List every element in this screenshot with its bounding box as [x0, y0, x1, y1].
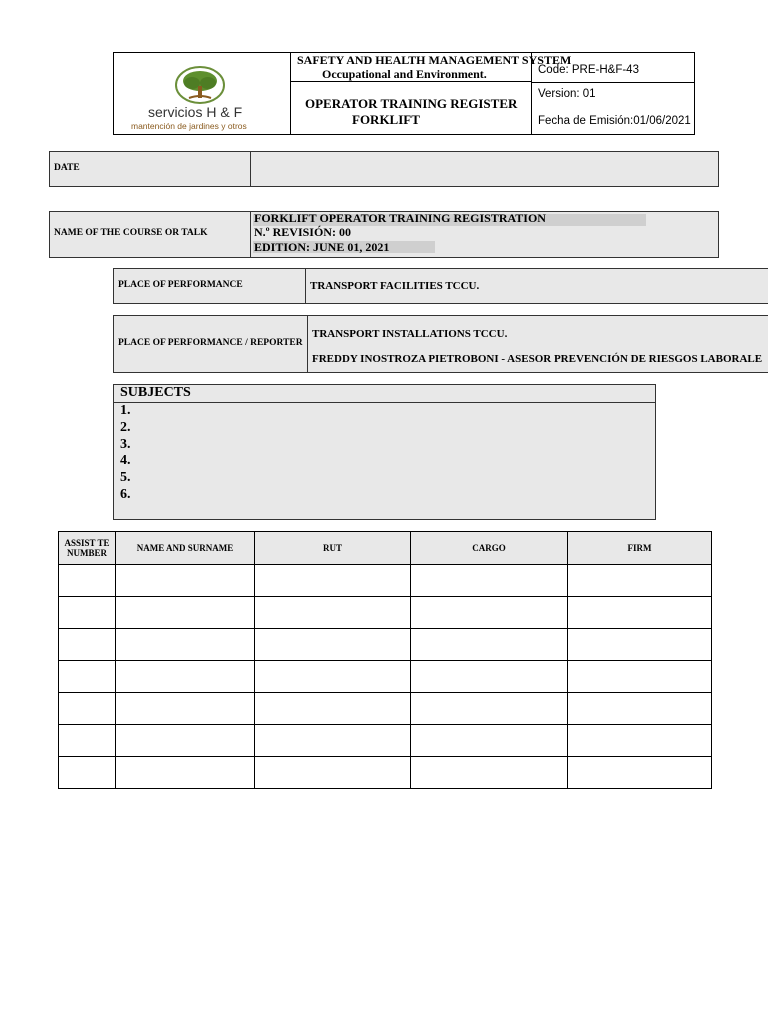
place-label: PLACE OF PERFORMANCE — [118, 280, 243, 290]
assistant-number-cell[interactable] — [59, 661, 116, 693]
firm-cell[interactable] — [568, 661, 712, 693]
assistant-number-cell[interactable] — [59, 725, 116, 757]
table-row — [59, 725, 712, 757]
name-cell[interactable] — [116, 597, 255, 629]
col-header-rut: RUT — [255, 532, 411, 565]
course-edition[interactable]: EDITION: JUNE 01, 2021 — [254, 240, 390, 254]
rut-cell[interactable] — [255, 757, 411, 789]
reporter-place-field[interactable]: TRANSPORT INSTALLATIONS TCCU. — [312, 328, 508, 340]
col-header-name: NAME AND SURNAME — [116, 532, 255, 565]
system-title: SAFETY AND HEALTH MANAGEMENT SYSTEM — [297, 53, 572, 67]
reporter-row — [113, 315, 768, 373]
divider — [305, 269, 306, 303]
name-cell[interactable] — [116, 661, 255, 693]
cargo-cell[interactable] — [411, 693, 568, 725]
name-cell[interactable] — [116, 693, 255, 725]
cargo-cell[interactable] — [411, 757, 568, 789]
subject-item[interactable]: 2. — [120, 420, 131, 435]
logo-brand-text: servicios H & F — [148, 104, 243, 120]
tree-logo-icon — [175, 66, 225, 104]
rut-cell[interactable] — [255, 725, 411, 757]
divider — [532, 82, 694, 83]
name-cell[interactable] — [116, 629, 255, 661]
firm-cell[interactable] — [568, 565, 712, 597]
table-row — [59, 693, 712, 725]
firm-cell[interactable] — [568, 629, 712, 661]
document-header — [113, 52, 695, 135]
name-cell[interactable] — [116, 725, 255, 757]
date-label: DATE — [54, 163, 80, 173]
cargo-cell[interactable] — [411, 725, 568, 757]
rut-cell[interactable] — [255, 565, 411, 597]
doc-issue-date: Fecha de Emisión:01/06/2021 — [538, 115, 691, 127]
name-cell[interactable] — [116, 757, 255, 789]
assistant-number-cell[interactable] — [59, 629, 116, 661]
col-header-firm: FIRM — [568, 532, 712, 565]
subject-item[interactable]: 6. — [120, 487, 131, 502]
attendance-table — [58, 531, 712, 789]
doc-title-line2: FORKLIFT — [352, 112, 420, 127]
assistant-number-cell[interactable] — [59, 693, 116, 725]
course-name[interactable]: FORKLIFT OPERATOR TRAINING REGISTRATION — [254, 211, 546, 225]
course-label: NAME OF THE COURSE OR TALK — [54, 228, 208, 238]
table-row — [59, 757, 712, 789]
col-header-assistant-number: ASSIST TE NUMBER — [59, 532, 116, 565]
company-logo — [114, 53, 291, 134]
rut-cell[interactable] — [255, 693, 411, 725]
place-field[interactable]: TRANSPORT FACILITIES TCCU. — [310, 280, 480, 292]
table-row — [59, 661, 712, 693]
subject-item[interactable]: 5. — [120, 470, 131, 485]
doc-code: Code: PRE-H&F-43 — [538, 64, 639, 76]
doc-title-line1: OPERATOR TRAINING REGISTER — [305, 96, 518, 111]
system-subtitle: Occupational and Environment. — [322, 67, 487, 81]
assistant-number-cell[interactable] — [59, 597, 116, 629]
divider — [250, 152, 251, 186]
course-row — [49, 211, 719, 258]
logo-tagline: mantención de jardines y otros — [131, 121, 247, 131]
firm-cell[interactable] — [568, 725, 712, 757]
table-header-row — [59, 532, 712, 565]
subject-item[interactable]: 1. — [120, 403, 131, 418]
table-row — [59, 597, 712, 629]
subject-item[interactable]: 4. — [120, 453, 131, 468]
firm-cell[interactable] — [568, 597, 712, 629]
doc-version: Version: 01 — [538, 88, 596, 100]
assistant-number-cell[interactable] — [59, 757, 116, 789]
assistant-number-cell[interactable] — [59, 565, 116, 597]
reporter-name-field[interactable]: FREDDY INOSTROZA PIETROBONI - ASESOR PREVENCIÓN DE RIESGOS LABORALE — [312, 353, 763, 365]
cargo-cell[interactable] — [411, 661, 568, 693]
col-header-cargo: CARGO — [411, 532, 568, 565]
firm-cell[interactable] — [568, 757, 712, 789]
table-row — [59, 629, 712, 661]
cargo-cell[interactable] — [411, 597, 568, 629]
subjects-box — [113, 384, 656, 520]
cargo-cell[interactable] — [411, 629, 568, 661]
rut-cell[interactable] — [255, 661, 411, 693]
divider — [307, 316, 308, 372]
subjects-header — [114, 385, 655, 403]
divider — [250, 212, 251, 257]
table-row — [59, 565, 712, 597]
date-row — [49, 151, 719, 187]
rut-cell[interactable] — [255, 629, 411, 661]
system-title-box — [291, 53, 572, 82]
course-revision[interactable]: N.º REVISIÓN: 00 — [254, 225, 351, 239]
rut-cell[interactable] — [255, 597, 411, 629]
place-row — [113, 268, 768, 304]
subject-item[interactable]: 3. — [120, 437, 131, 452]
name-cell[interactable] — [116, 565, 255, 597]
reporter-label: PLACE OF PERFORMANCE / REPORTER — [118, 338, 303, 348]
header-meta-cell — [532, 53, 694, 134]
attendance-body — [59, 565, 712, 789]
subjects-title: SUBJECTS — [120, 385, 191, 400]
firm-cell[interactable] — [568, 693, 712, 725]
cargo-cell[interactable] — [411, 565, 568, 597]
